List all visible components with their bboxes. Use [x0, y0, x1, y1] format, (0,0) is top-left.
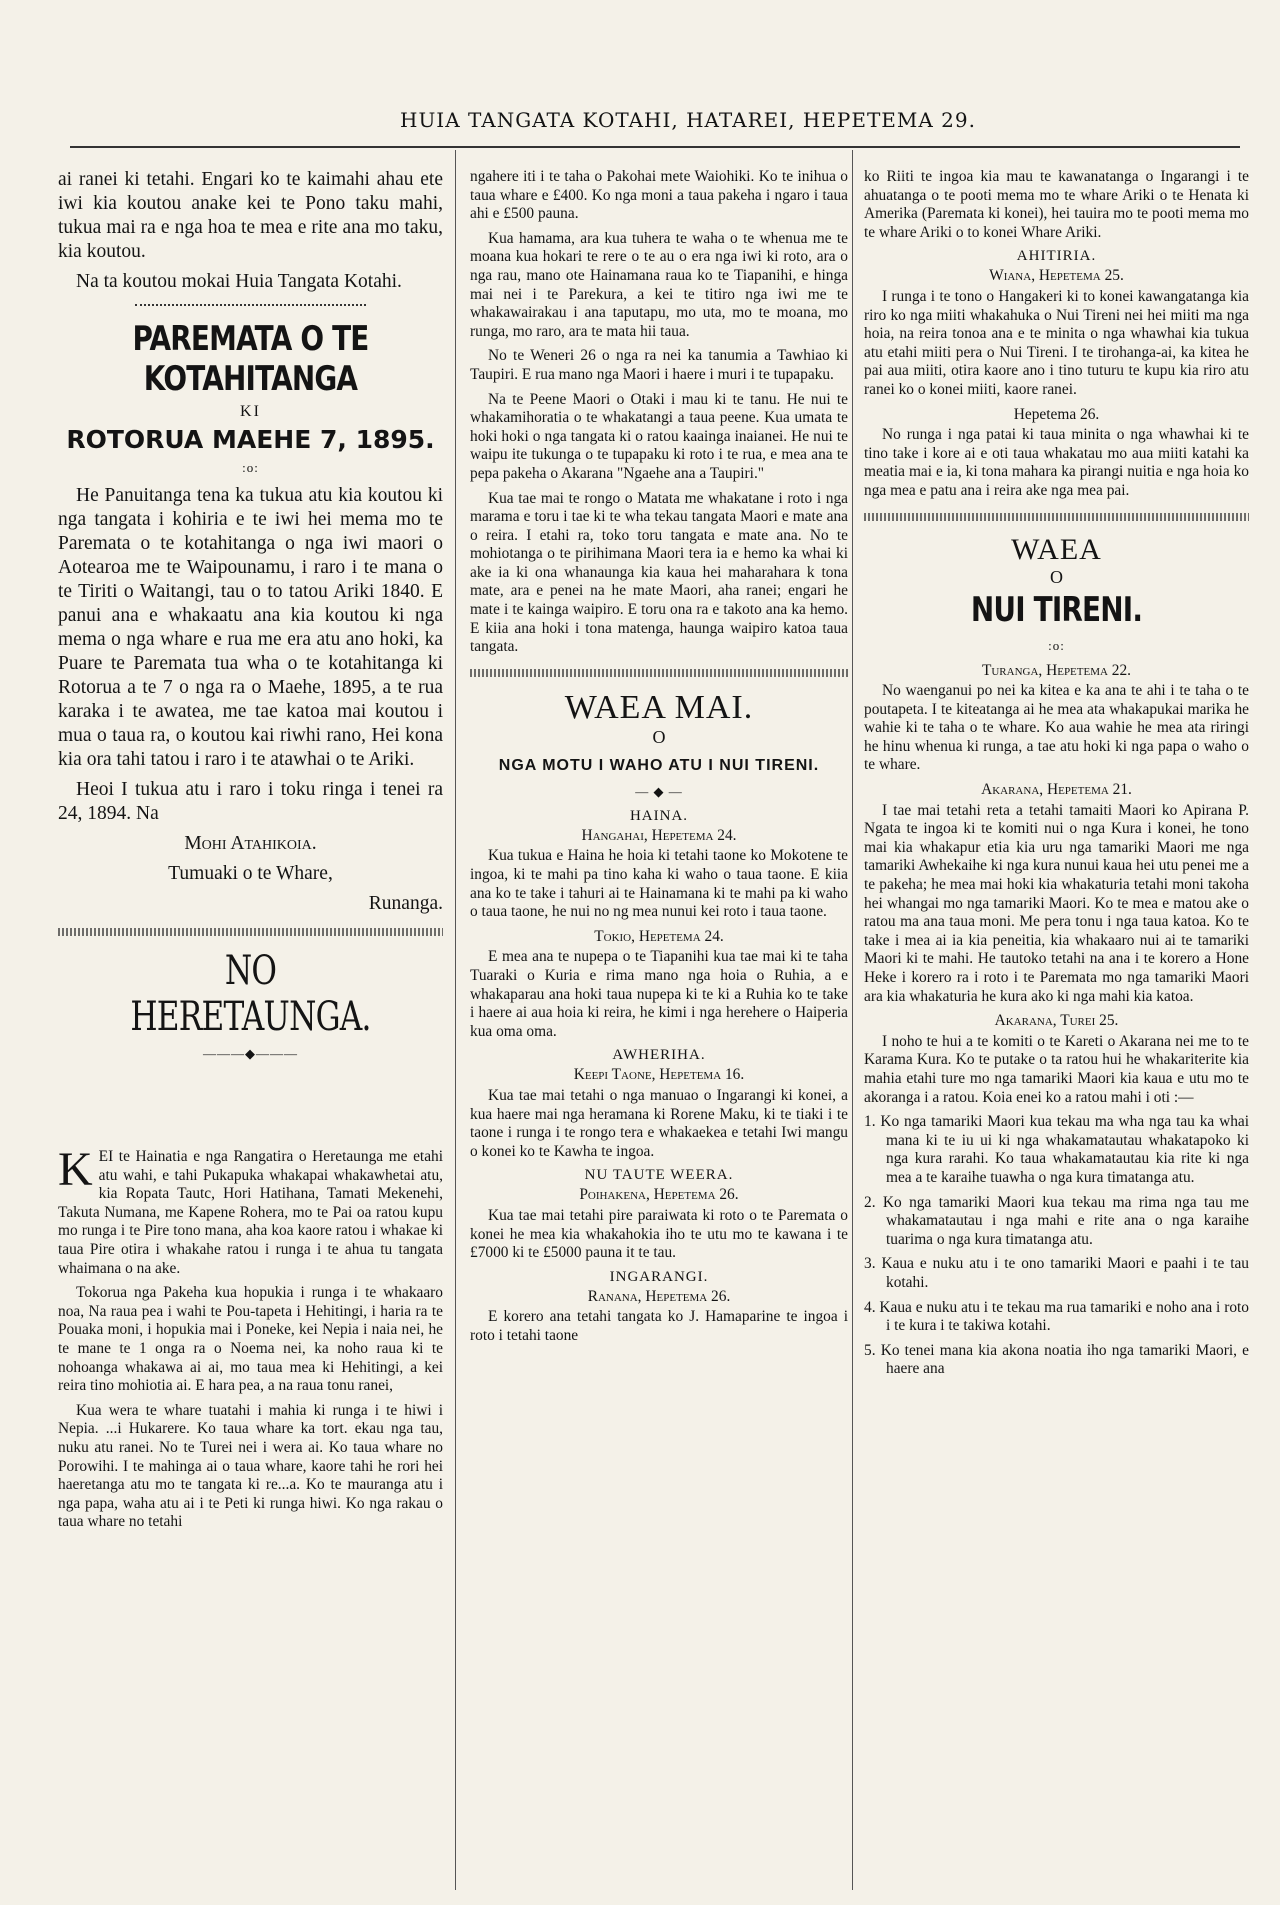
heretaunga-para1: KEI te Hainatia e nga Rangatira o Heretaunga me etahi atu wahi, e tahi Pukapuka whakapai whakawhetai atu, kia Ropata Tautc, Hori Hatihana, Tamati Mekenehi, Takuta Numana, me Kapene Rohera, mo te Pai oa ratou kupu mo runga i te Pire tono mana, aha koa kaore ratou i whakae ki taua Pire otira i whakahe ratou i runga i te ahua tu tangata whaimana o na ake. — [58, 1148, 443, 1277]
waea-mai-o: O — [652, 726, 666, 747]
paremata-title: PAREMATA O TE KOTAHITANGA — [132, 319, 369, 399]
tokio-body: E mea ana te nupepa o te Tiapanihi kua tae mai ki te taha Tuaraki o Kuria e rima mano nga hoia o Ruhia, a e whakaparau ana hoki taua nupepa ki te ki a Ruhia ko te take i haere ai aua hoia ki reira, he kimi i nga herehere o Haiperia kua oma oma. — [470, 948, 848, 1040]
drop-cap: K — [58, 1148, 93, 1196]
waea-title: WAEA — [1011, 532, 1102, 566]
heretaunga-title: NO HERETAUNGA. — [130, 948, 371, 1040]
column-3 — [864, 168, 1249, 1898]
rules-list — [864, 1113, 1249, 1379]
divider — [58, 928, 443, 936]
col2-para5: Kua tae mai te rongo o Matata me whakatane i roto i nga marama e toru i tae ki te wha tekau tangata Maori e mate ana o reira. I etahi ra, toko toru tangata e mate ana. No te mohiotanga o te pirihimana Maori tera ia e hemo ka whai ki ake ia ki ona whanaunga kia kaua hei maharahara k tona mate, ara e penei na he mate Maori, aha ranei; engari he mate i te kainga waipiro. E toru ona ra e takoto ana ka hemo. E kiia ana hoki i tona matenga, haunga waipiro katoa taua tangata. — [470, 489, 848, 656]
separator: :o: — [1048, 637, 1065, 653]
divider — [470, 669, 848, 677]
waea-mai-subtitle: NGA MOTU I WAHO ATU I NUI TIRENI. — [498, 756, 820, 774]
haina-body: Kua tukua e Haina he hoia ki tetahi taone ko Mokotene te ingoa, ki te mahi pa tino kaha ki waho o taua taone. E kiia ana ko te take i tahuri ai te Hainamana ki te mahi pa ki waho o taua taone, he nui no ng mea nunui kei roto i taua taone. — [470, 847, 848, 921]
signature-name: Mohi Atahikoia. — [184, 833, 317, 854]
paremata-body2: Heoi I tukua atu i raro i toku ringa i tenei ra 24, 1894. Na — [58, 779, 443, 824]
section-ingarangi: INGARANGI. — [609, 1268, 709, 1285]
dateline: Akarana, Turei 25. — [994, 1012, 1119, 1030]
dateline: Akarana, Hepetema 21. — [981, 781, 1132, 799]
column-divider — [455, 150, 456, 1890]
awheriha-body: Kua tae mai tetahi o nga manuao o Ingarangi ki konei, a kua haere mai nga heramana ki Rorene Maku, ki te tiaki i te taone i runga i te rongo tera e whakaekea e tetahi Iwi mangu o konei ko te Kawha te ingoa. — [470, 1086, 848, 1160]
heretaunga-para3: Kua wera te whare tuatahi i mahia ki runga i te hiwi i Nepia. ...i Hukarere. Ko taua whare ka tort. ekau nga tau, nuku atu ranei. No te Turei nei i wera ai. Ko taua whare no Porowihi. I te mahinga ai o taua whare, kaore tahi he rori hei haeretanga atu mo te tangata ki re...a. Ko te mauranga atu i nga papa, waha atu ai i te Peti ki runga hiwi. Ko nga rakau o taua whare no tetahi — [58, 1401, 443, 1531]
dateline: Keepi Taone, Hepetema 16. — [573, 1066, 745, 1084]
column-2 — [470, 168, 848, 1898]
list-item: 3. Kaua e nuku atu i te ono tamariki Maori e paahi i te tau kotahi. — [864, 1255, 1249, 1291]
turanga-body: No waenganui po nei ka kitea e ka ana te ahi i te taha o te poutapeta. I te kiteatanga ai he mea ata whakapukai marika he wahie ki te taha o te whare. Ko aua wahie he mea ata riringi he hinu whenua ki runga, a tae atu hoki ki nga papa o waho o te whare. — [864, 682, 1249, 774]
page-header: HUIA TANGATA KOTAHI, HATAREI, HEPETEMA 29. — [400, 108, 976, 132]
separator: — ◆ — — [635, 783, 683, 799]
section-weera: NU TAUTE WEERA. — [584, 1167, 734, 1184]
col2-para1: ngahere iti i te taha o Pakohai mete Waiohiki. Ko te inihua o taua whare e £400. Ko nga moni a taua pakeha i ngaro i taua ahi e £500 pauna. — [470, 168, 848, 223]
list-item: 1. Ko nga tamariki Maori kua tekau ma wha nga tau ka whai mana ki te iu ui ki nga whakamatautau whakatapoko ki nga kura rarahi. Ko taua whakamatautau kia rite ki nga mea a te karaihe tuawha o nga kura timatanga atu. — [864, 1113, 1249, 1186]
section-ahitiria: AHITIRIA. — [1016, 248, 1097, 265]
column-divider — [852, 150, 853, 1890]
closing-line: Na ta koutou mokai Huia Tangata Kotahi. — [76, 271, 402, 292]
dateline: Tokio, Hepetema 24. — [594, 927, 724, 945]
heretaunga-para2: Tokorua nga Pakeha kua hopukia i runga i te whakaaro noa, Na raua pea i wahi te Pou-tapeta i Hehitingi, i haria ra te Pouaka moni, i hopukia mai i Poneke, kei Nepia i naia nei, he te mane te 1 onga ra o Noema nei, ka noho raua ki te nohoanga whakawa ai ai, mo taua mea ki Hehitingi, a kei reira tino mohiotia ai. E hara pea, a na raua tonu ranei, — [58, 1284, 443, 1395]
col2-para4: Na te Peene Maori o Otaki i mau ki te tanu. He nui te whakamihoratia o te whakatangi a taua peene. Kua umata te hoki hoki o nga tangata ki o ratou kaainga inaianei. He nui te waipu ite tukunga o te tupapaku ki roto i te rua, e mea ana te pepa pakeha o Akarana "Ngaehe ana a Taupiri." — [470, 390, 848, 482]
akarana2-body: I noho te hui a te komiti o te Kareti o Akarana nei me to te Karama Kura. Ko te putake o ta ratou hui he whakariterite kia mahia etahi ture mo nga tamariki Maori kia kaua e utu mo te akoranga i a ratou. Koia enei ko a ratou mahi i oti :— — [864, 1032, 1249, 1106]
ingarangi-body: E korero ana tetahi tangata ko J. Hamaparine te ingoa i roto i tetahi taone — [470, 1308, 848, 1344]
dateline: Ranana, Hepetema 26. — [587, 1287, 731, 1305]
section-haina: HAINA. — [629, 807, 689, 824]
separator: ———◆——— — [203, 1046, 298, 1061]
heretaunga-body — [58, 1148, 443, 1898]
col3-para1: ko Riiti te ingoa kia mau te kawanatanga o Ingarangi i te ahuatanga o te pooti mema mo te whare Ariki o te Henata ki Amerika (Paremata ki konei), hei tauira mo te pooti mema mo te whare Ariki o to konei Whare Ariki. — [864, 168, 1249, 241]
divider — [864, 513, 1249, 521]
divider — [135, 304, 366, 309]
list-item: 4. Kaua e nuku atu i te tekau ma rua tamariki e noho ana i roto i te kura i te takiwa kotahi. — [864, 1298, 1249, 1335]
separator: :o: — [242, 460, 259, 475]
col2-para3: No te Weneri 26 o nga ra nei ka tanumia a Tawhiao ki Taupiri. E rua mano nga Maori i haere i muri i te tupapaku. — [470, 347, 848, 383]
dateline: Hangahai, Hepetema 24. — [581, 826, 737, 844]
waea-mai-title: WAEA MAI. — [564, 688, 754, 726]
signature-runanga: Runanga. — [368, 893, 443, 914]
paremata-ki: KI — [240, 403, 261, 420]
signature-title: Tumuaki o te Whare, — [168, 863, 333, 884]
dateline: Hepetema 26. — [1013, 405, 1100, 423]
paremata-body: He Panuitanga tena ka tukua atu kia koutou ki nga tangata i kohiria e te iwi hei mema mo te Paremata o te kotahitanga o nga iwi maori o Aotearoa me te Waipounamu, i raro i te mana o te Tiriti o Waitangi, tau o to tatou Ariki 1840. E panui ana e whakaatu ana kia koutou ki nga mema o nga whare e rua me era atu ano hoki, ka Puare te Paremata tua wha o te kotahitanga ki Rotorua a te 7 o nga ra o Maehe, 1895, a te rua karaka i te awatea, me tae katoa mai koutou i mua o taua ra, o koutou kai riwhi rano, Hei kona kia ora tahi tatou i raro i te atawhai o te Ariki. — [58, 485, 443, 770]
paremata-place: ROTORUA MAEHE 7, 1895. — [66, 425, 435, 454]
dateline: Poihakena, Hepetema 26. — [579, 1186, 739, 1204]
waea-o: O — [1050, 566, 1063, 587]
weera-body: Kua tae mai tetahi pire paraiwata ki roto o te Paremata o konei he mea kia whakahokia iho te utu mo te kawana i te £7000 ki te £5000 pauna it te tau. — [470, 1206, 848, 1262]
list-item: 2. Ko nga tamariki Maori kua tekau ma rima nga tau me whakamatautau i nga mahi e rite ana o nga karaihe tuarima o nga kura timatanga atu. — [864, 1193, 1249, 1248]
dateline: Wiana, Hepetema 25. — [989, 267, 1124, 285]
section-awheriha: AWHERIHA. — [612, 1047, 706, 1064]
header-rule — [70, 146, 1240, 148]
intro-paragraph: ai ranei ki tetahi. Engari ko te kaimahi ahau ete iwi kia koutou anake kei te Pono taku mahi, tukua mai ra e nga hoa te mea e rite ana mo taku, kia koutou. — [58, 169, 443, 262]
col2-para2: Kua hamama, ara kua tuhera te waha o te whenua me te moana kua hokari te rere o te au o era nga iwi ki roto, ara o nga rau, mano ote Hainamana raua ko te Tiapanihi, e hinga mai nei i te Parekura, a kei te titiro nga iwi me te whakawairakau i ana taputapu, mo uta, mo te moana, mo runga, mo raro, ara te mata hii taua. — [470, 229, 848, 340]
col3-body2: No runga i nga patai ki taua minita o nga whawhai ki te tino take i kore ai e oti taua whakatau mo aua miiti katahi ka meatia mai e ia, ki tona mahara ka pirangi nuitia e nga hoia ko nga mea e patu ana i reira ake nga mea pai. — [864, 426, 1249, 499]
dateline: Turanga, Hepetema 22. — [981, 661, 1132, 679]
ahitiria-body: I runga i te tono o Hangakeri ki to konei kawangatanga kia riro ko nga miiti whakahuka o Nui Tireni nei hei miiti ma nga hoia, na reira tonoa ana e te minita o nga whawhai kia tukua atu etahi miiti pera o Nui Tireni. I te tirohanga-ai, ka kitea he pai aua miiti, otira kaore ano i tino tuturu te kupu kia riro atu ranei ko o konei miiti, kaore ranei. — [864, 287, 1249, 398]
akarana-body: I tae mai tetahi reta a tetahi tamaiti Maori ko Apirana P. Ngata te ingoa ki te komiti nui o nga Kura i konei, he tono mai kia whakapur etia kia uru nga tamariki Maori me nga tamariki Awhekaihe ki nga kura nunui kaua hei utu penei me a te pakeha; he mea mai hoki kia whakaturia tetahi moni takoha hei whangai mo nga tamariki Maori. Ko te mea e matou ake o ratou ma ana taua moni. Me pera tonu i nga taua katoa. Ko te take i mea ai ia kia peneitia, kia whakaaro nui ai te tamariki Maori ki te mahi. He tautoko tetahi na ana i te korero a Hone Heke i korero ra i roto i te Paremata mo nga tamariki Maori ara kia whakaturia he kura ako ki nga mahi kia katoa. — [864, 801, 1249, 1005]
nui-tireni-title: NUI TIRENI. — [970, 589, 1143, 630]
list-item: 5. Ko tenei mana kia akona noatia iho nga tamariki Maori, e haere ana — [864, 1341, 1249, 1378]
